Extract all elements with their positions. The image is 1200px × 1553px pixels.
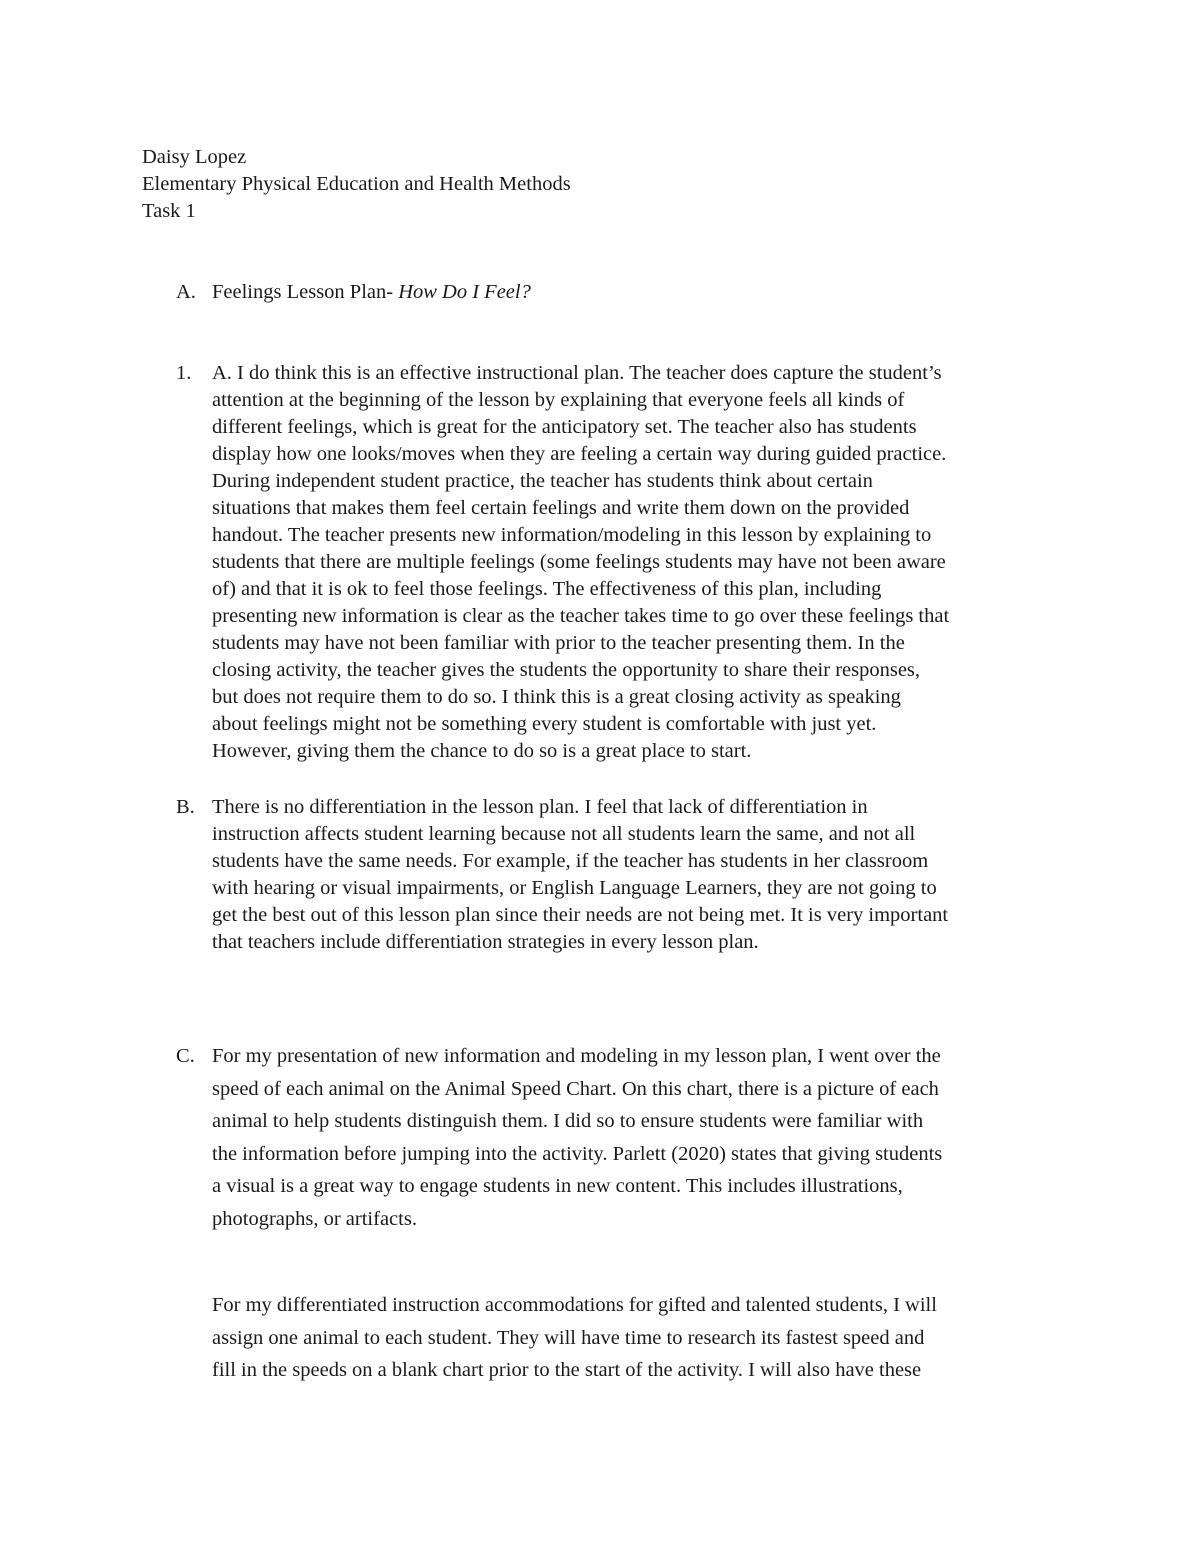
text-line: For my differentiated instruction accommodations for gifted and talented students, I will [212,1294,937,1316]
text-line: animal to help students distinguish them. I did so to ensure students were familiar with [212,1110,924,1132]
text-line: that teachers include differentiation strategies in every lesson plan. [212,931,759,953]
text-line: presenting new information is clear as the teacher takes time to go over these feelings that [212,605,950,627]
task-label: Task 1 [142,200,196,222]
text-line: get the best out of this lesson plan since their needs are not being met. It is very important [212,904,949,926]
item-c-marker: C. [176,1045,195,1067]
text-line: photographs, or artifacts. [212,1207,417,1230]
item-c-paragraph [212,1040,1072,1235]
text-line: a visual is a great way to engage students in new content. This includes illustrations, [212,1175,903,1197]
text-line: students may have not been familiar with prior to the teacher presenting them. In the [212,632,905,654]
text-line: speed of each animal on the Animal Speed Chart. On this chart, there is a picture of each [212,1077,939,1100]
text-line: about feelings might not be something every student is comfortable with just yet. [212,713,877,735]
text-line: closing activity, the teacher gives the students the opportunity to share their responses, [212,659,921,681]
text-line: display how one looks/moves when they are feeling a certain way during guided practice. [212,443,947,465]
text-line: students have the same needs. For example, if the teacher has students in her classroom [212,850,929,872]
text-line: of) and that it is ok to feel those feelings. The effectiveness of this plan, including [212,578,882,600]
text-line: students that there are multiple feelings (some feelings students may have not been aware [212,551,946,573]
section-a-marker: A. [176,281,196,303]
text-line: However, giving them the chance to do so is a great place to start. [212,740,752,762]
item-b-paragraph [212,794,1072,956]
author-name: Daisy Lopez [142,146,247,168]
text-line: fill in the speeds on a blank chart prior to the start of the activity. I will also have these [212,1359,922,1381]
text-line: attention at the beginning of the lesson by explaining that everyone feels all kinds of [212,389,905,411]
section-a-heading [212,279,1072,306]
text-line: For my presentation of new information and modeling in my lesson plan, I went over the [212,1045,941,1067]
course-title: Elementary Physical Education and Health Methods [142,173,571,195]
item-1-paragraph [212,360,1072,765]
text-line: situations that makes them feel certain feelings and write them down on the provided [212,497,910,519]
section-a-text: Feelings Lesson Plan- [212,281,399,303]
text-line: A. I do think this is an effective instructional plan. The teacher does capture the student’s [212,362,942,384]
text-line: the information before jumping into the activity. Parlett (2020) states that giving students [212,1142,943,1165]
lesson-title: How Do I Feel? [398,281,531,303]
text-line: different feelings, which is great for the anticipatory set. The teacher also has students [212,416,917,438]
text-line: assign one animal to each student. They will have time to research its fastest speed and [212,1326,925,1349]
text-line: but does not require them to do so. I think this is a great closing activity as speaking [212,686,901,708]
text-line: with hearing or visual impairments, or English Language Learners, they are not going to [212,877,937,899]
text-line: During independent student practice, the teacher has students think about certain [212,470,873,492]
text-line: instruction affects student learning because not all students learn the same, and not all [212,823,916,845]
item-1-marker: 1. [176,362,192,384]
text-line: There is no differentiation in the lesson plan. I feel that lack of differentiation in [212,796,868,818]
item-b-marker: B. [176,796,195,818]
differentiation-paragraph-body [212,1289,1072,1387]
text-line: handout. The teacher presents new information/modeling in this lesson by explaining to [212,524,932,546]
